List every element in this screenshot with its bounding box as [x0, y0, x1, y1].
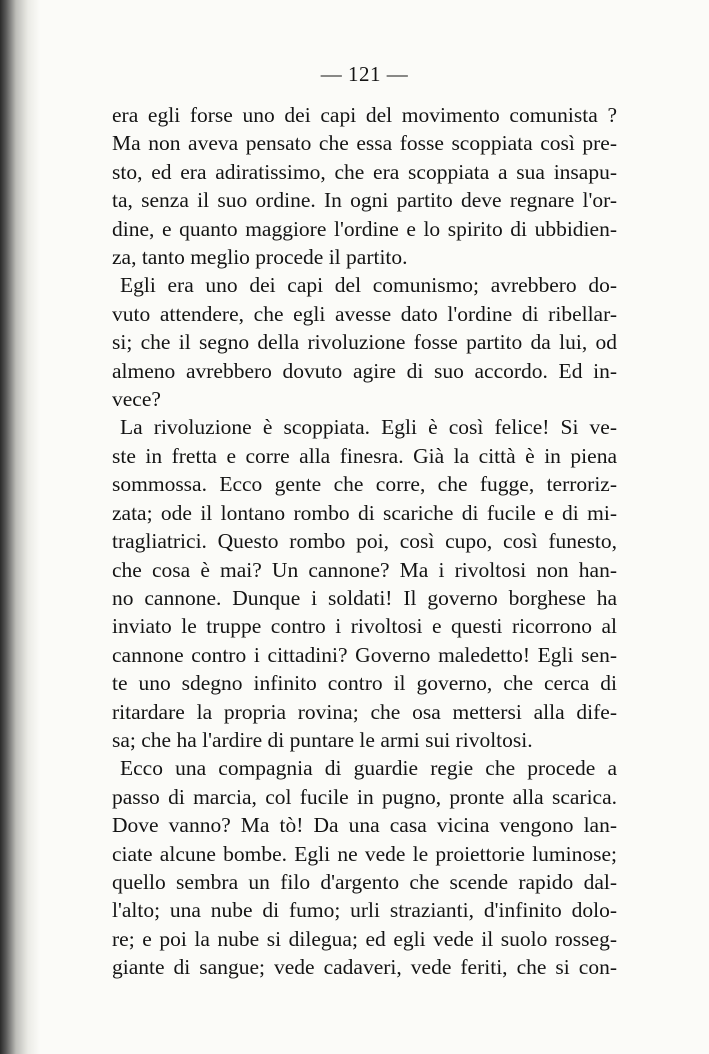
- page-number: — 121 —: [320, 62, 409, 86]
- text-line: dine, e quanto maggiore l'ordine e lo spirito di ubbidien-: [112, 216, 617, 241]
- text-line: no cannone. Dunque i soldati! Il governo borghese ha: [112, 585, 617, 610]
- text-line: l'alto; una nube di fumo; urli strazianti, d'infinito dolo-: [112, 898, 617, 923]
- paragraph-2: [112, 271, 617, 413]
- text-line: La rivoluzione è scoppiata. Egli è così felice! Si ve-: [120, 415, 617, 440]
- text-line: era egli forse uno dei capi del movimento comunista ?: [112, 103, 617, 127]
- text-line: ciate alcune bombe. Egli ne vede le proiettorie luminose;: [112, 841, 617, 866]
- paragraph-3: [112, 413, 617, 754]
- text-line: sa; che ha l'ardire di puntare le armi sui rivoltosi.: [112, 727, 533, 752]
- text-line: ritardare la propria rovina; che osa mettersi alla dife-: [112, 699, 617, 724]
- text-line: che cosa è mai? Un cannone? Ma i rivoltosi non han-: [112, 557, 617, 582]
- text-line: inviato le truppe contro i rivoltosi e questi ricorrono al: [112, 614, 617, 639]
- text-line: te uno sdegno infinito contro il governo, che cerca di: [112, 671, 617, 696]
- text-line: Dove vanno? Ma tò! Da una casa vicina vengono lan-: [112, 813, 617, 838]
- paragraph-4: [112, 754, 617, 981]
- text-line: tragliatrici. Questo rombo poi, così cupo, così funesto,: [112, 529, 617, 554]
- book-page: [112, 58, 617, 982]
- text-line: sommossa. Ecco gente che corre, che fugge, terroriz-: [112, 472, 617, 497]
- text-line: cannone contro i cittadini? Governo maledetto! Egli sen-: [112, 642, 617, 667]
- text-line: quello sembra un filo d'argento che scende rapido dal-: [112, 869, 617, 894]
- text-line: ta, senza il suo ordine. In ogni partito deve regnare l'or-: [112, 188, 617, 213]
- text-line: zata; ode il lontano rombo di scariche di fucile e di mi-: [112, 500, 617, 525]
- text-line: giante di sangue; vede cadaveri, vede feriti, che si con-: [112, 955, 617, 980]
- text-line: vece?: [112, 387, 161, 412]
- text-line: Egli era uno dei capi del comunismo; avrebbero do-: [120, 273, 617, 298]
- text-line: Ecco una compagnia di guardie regie che procede a: [120, 756, 617, 781]
- page-binding-edge: [0, 0, 40, 1054]
- text-line: vuto attendere, che egli avesse dato l'ordine di ribellar-: [112, 301, 617, 326]
- text-line: sto, ed era adiratissimo, che era scoppiata a sua insapu-: [112, 159, 617, 184]
- text-line: za, tanto meglio procede il partito.: [112, 245, 408, 270]
- paragraph-1: [112, 101, 617, 271]
- text-line: passo di marcia, col fucile in pugno, pronte alla scarica.: [112, 784, 617, 809]
- text-line: almeno avrebbero dovuto agire di suo accordo. Ed in-: [112, 358, 617, 383]
- text-line: ste in fretta e corre alla finesra. Già la città è in piena: [112, 443, 617, 468]
- text-line: si; che il segno della rivoluzione fosse partito da lui, od: [112, 330, 617, 355]
- text-line: re; e poi la nube si dilegua; ed egli vede il suolo rosseg-: [112, 926, 617, 951]
- text-line: Ma non aveva pensato che essa fosse scoppiata così pre-: [112, 131, 617, 156]
